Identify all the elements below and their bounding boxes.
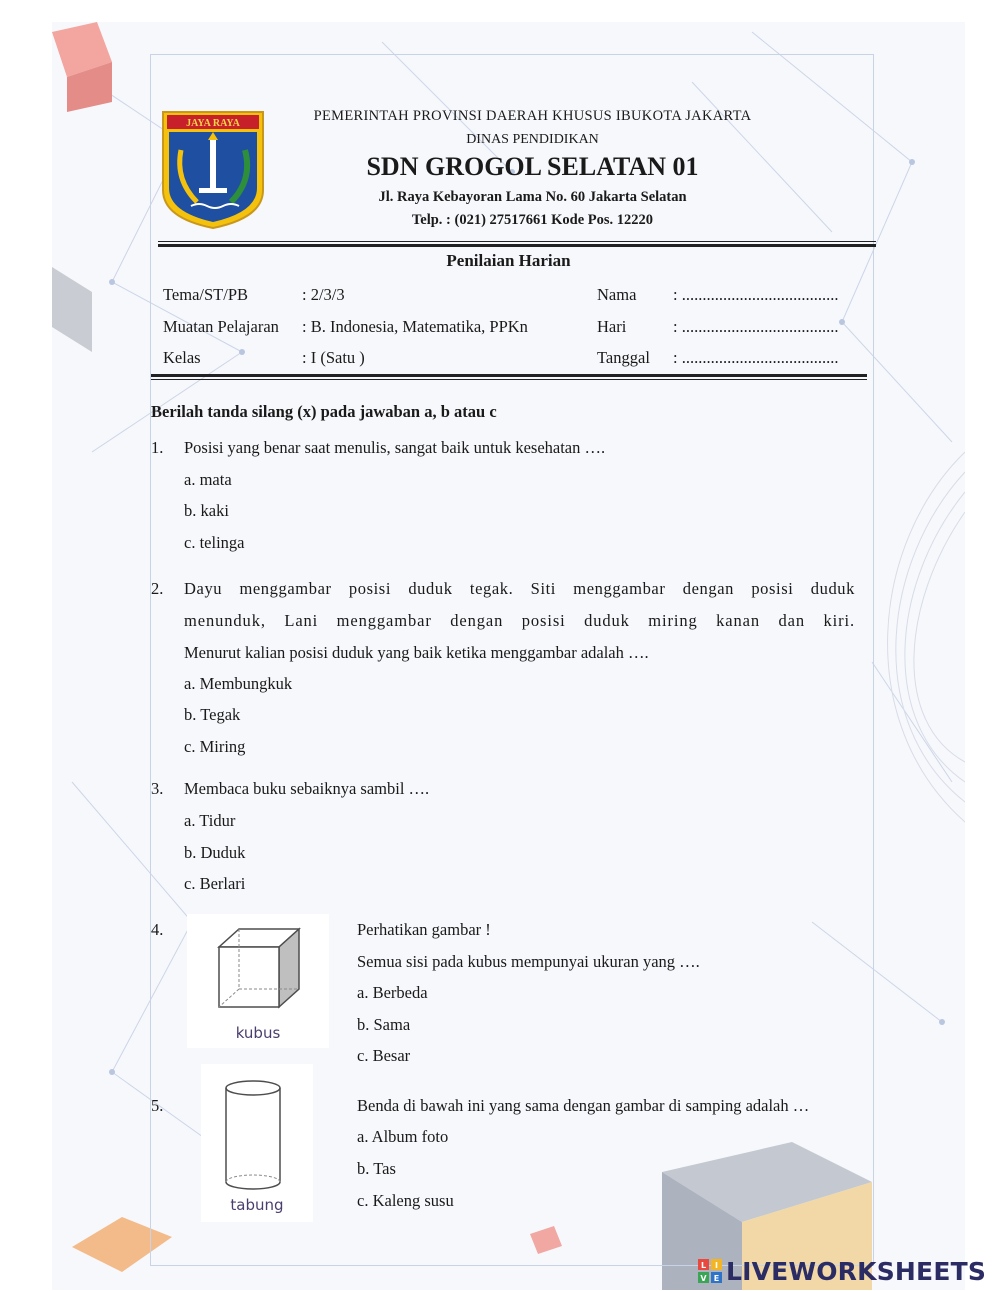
muatan-label: Muatan Pelajaran xyxy=(163,317,279,336)
cylinder-label: tabung xyxy=(230,1196,284,1214)
muatan-value: : B. Indonesia, Matematika, PPKn xyxy=(302,317,528,336)
info-rule-top xyxy=(151,374,867,377)
hari-field[interactable]: : ...................................... xyxy=(673,317,839,336)
question-1-option-c[interactable]: c. telinga xyxy=(184,533,245,552)
svg-text:L: L xyxy=(700,1261,707,1270)
question-3-option-c[interactable]: c. Berlari xyxy=(184,874,246,893)
question-3-number: 3. xyxy=(151,779,164,798)
question-2-option-c[interactable]: c. Miring xyxy=(184,737,246,756)
header-government: PEMERINTAH PROVINSI DAERAH KHUSUS IBUKOTA JAKARTA xyxy=(313,108,752,124)
info-rule-bottom xyxy=(151,379,867,380)
kelas-value: : I (Satu ) xyxy=(302,348,365,367)
question-2-option-a[interactable]: a. Membungkuk xyxy=(184,674,293,693)
question-2-line-3: Menurut kalian posisi duduk yang baik ketika menggambar adalah …. xyxy=(184,643,649,662)
hari-label: Hari xyxy=(597,317,627,336)
nama-label: Nama xyxy=(597,285,637,304)
tema-label: Tema/ST/PB xyxy=(163,285,249,304)
worksheet-page xyxy=(52,22,965,1290)
question-1-number: 1. xyxy=(151,438,164,457)
question-4-text-1: Perhatikan gambar ! xyxy=(357,920,491,939)
question-4-number: 4. xyxy=(151,920,164,939)
svg-text:I: I xyxy=(715,1261,718,1270)
nama-field[interactable]: : ...................................... xyxy=(673,285,839,304)
kelas-label: Kelas xyxy=(163,348,201,367)
watermark-text: LIVEWORKSHEETS xyxy=(726,1256,987,1286)
school-phone: Telp. : (021) 27517661 Kode Pos. 12220 xyxy=(411,212,654,228)
tema-value: : 2/3/3 xyxy=(302,285,345,304)
svg-text:E: E xyxy=(713,1274,720,1283)
question-5-number: 5. xyxy=(151,1096,164,1115)
logo-text: JAYA RAYA xyxy=(186,118,240,129)
question-5-option-c[interactable]: c. Kaleng susu xyxy=(357,1191,454,1210)
question-5-option-a[interactable]: a. Album foto xyxy=(357,1127,449,1146)
liveworksheets-logo-icon xyxy=(698,1259,722,1283)
question-3-option-a[interactable]: a. Tidur xyxy=(184,811,236,830)
question-2-line-2: menunduk, Lani menggambar dengan posisi duduk miring kanan dan kiri. xyxy=(184,611,855,630)
page-title: Penilaian Harian xyxy=(446,251,571,270)
header-department: DINAS PENDIDIKAN xyxy=(466,132,599,147)
cylinder-figure xyxy=(201,1064,313,1222)
question-1-text: Posisi yang benar saat menulis, sangat baik untuk kesehatan …. xyxy=(184,438,606,457)
question-2-option-b[interactable]: b. Tegak xyxy=(184,705,241,724)
instruction: Berilah tanda silang (x) pada jawaban a, b atau c xyxy=(151,402,497,421)
liveworksheets-watermark[interactable] xyxy=(698,1256,986,1286)
tanggal-field[interactable]: : ...................................... xyxy=(673,348,839,367)
header-rule-bottom xyxy=(158,244,876,247)
school-name: SDN GROGOL SELATAN 01 xyxy=(366,152,699,181)
question-5-option-b[interactable]: b. Tas xyxy=(357,1159,396,1178)
question-2-number: 2. xyxy=(151,579,164,598)
school-address: Jl. Raya Kebayoran Lama No. 60 Jakarta Selatan xyxy=(378,189,687,205)
cube-figure xyxy=(187,914,329,1048)
question-4-text-2: Semua sisi pada kubus mempunyai ukuran yang …. xyxy=(357,952,700,971)
question-1-option-a[interactable]: a. mata xyxy=(184,470,232,489)
question-3-option-b[interactable]: b. Duduk xyxy=(184,843,246,862)
cylinder-icon xyxy=(201,1064,313,1198)
question-4-option-c[interactable]: c. Besar xyxy=(357,1046,411,1065)
cube-icon xyxy=(187,914,329,1024)
question-4-option-b[interactable]: b. Sama xyxy=(357,1015,411,1034)
header-rule-top xyxy=(158,241,876,242)
question-4-option-a[interactable]: a. Berbeda xyxy=(357,983,428,1002)
cube-label: kubus xyxy=(235,1024,281,1042)
tanggal-label: Tanggal xyxy=(597,348,650,367)
svg-text:V: V xyxy=(700,1274,707,1283)
question-2-line-1: Dayu menggambar posisi duduk tegak. Siti menggambar dengan posisi duduk xyxy=(184,579,855,598)
question-3-text: Membaca buku sebaiknya sambil …. xyxy=(184,779,430,798)
question-1-option-b[interactable]: b. kaki xyxy=(184,501,229,520)
question-5-text: Benda di bawah ini yang sama dengan gambar di samping adalah … xyxy=(357,1096,810,1115)
